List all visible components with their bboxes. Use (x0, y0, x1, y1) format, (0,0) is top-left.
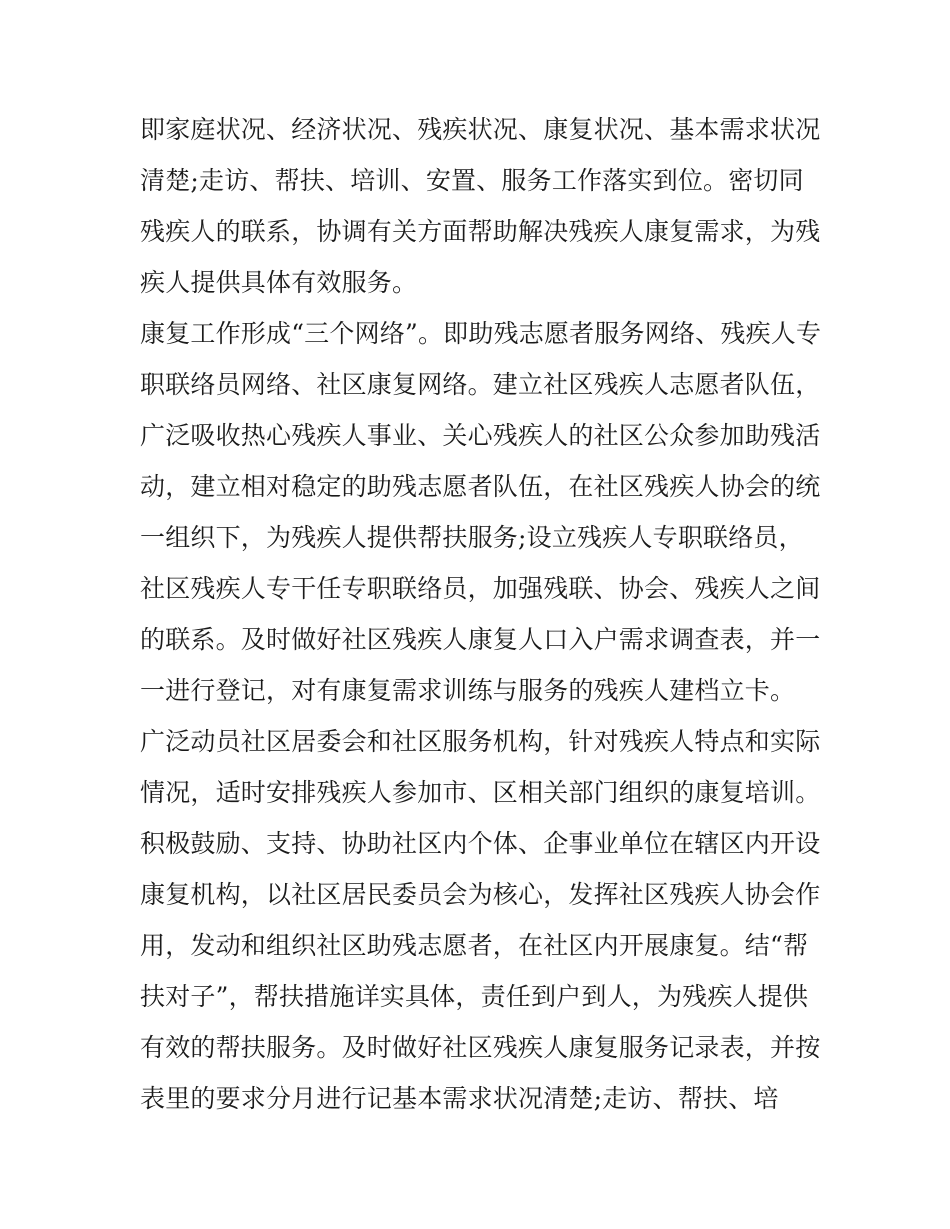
text-line: 清楚;走访、帮扶、培训、安置、服务工作落实到位。密切同 (140, 166, 804, 195)
text-line: 广泛动员社区居委会和社区服务机构，针对残疾人特点和实际 (140, 727, 821, 756)
text-line: 职联络员网络、社区康复网络。建立社区残疾人志愿者队伍， (140, 370, 821, 399)
body-text (140, 104, 830, 1124)
text-line: 社区残疾人专干任专职联络员，加强残联、协会、残疾人之间 (140, 574, 821, 603)
text-line: 一组织下，为残疾人提供帮扶服务;设立残疾人专职联络员， (140, 523, 804, 552)
text-line: 一进行登记，对有康复需求训练与服务的残疾人建档立卡。 (140, 676, 796, 705)
text-line: 扶对子”，帮扶措施详实具体，责任到户到人，为残疾人提供 (140, 982, 809, 1011)
text-line: 即家庭状况、经济状况、残疾状况、康复状况、基本需求状况 (140, 115, 821, 144)
text-line: 的联系。及时做好社区残疾人康复人口入户需求调查表，并一 (140, 625, 821, 654)
text-line: 积极鼓励、支持、协助社区内个体、企事业单位在辖区内开设 (140, 829, 821, 858)
text-line: 残疾人的联系，协调有关方面帮助解决残疾人康复需求，为残 (140, 217, 821, 246)
text-line: 情况，适时安排残疾人参加市、区相关部门组织的康复培训。 (140, 778, 821, 807)
text-line: 康复工作形成“三个网络”。即助残志愿者服务网络、残疾人专 (140, 319, 822, 348)
text-line: 表里的要求分月进行记基本需求状况清楚;走访、帮扶、培 (140, 1084, 779, 1113)
text-line: 康复机构，以社区居民委员会为核心，发挥社区残疾人协会作 (140, 880, 821, 909)
text-line: 动，建立相对稳定的助残志愿者队伍，在社区残疾人协会的统 (140, 472, 821, 501)
text-line: 疾人提供具体有效服务。 (140, 268, 418, 297)
text-line: 用，发动和组织社区助残志愿者，在社区内开展康复。结“帮 (140, 931, 809, 960)
text-line: 有效的帮扶服务。及时做好社区残疾人康复服务记录表，并按 (140, 1033, 821, 1062)
text-line: 广泛吸收热心残疾人事业、关心残疾人的社区公众参加助残活 (140, 421, 821, 450)
